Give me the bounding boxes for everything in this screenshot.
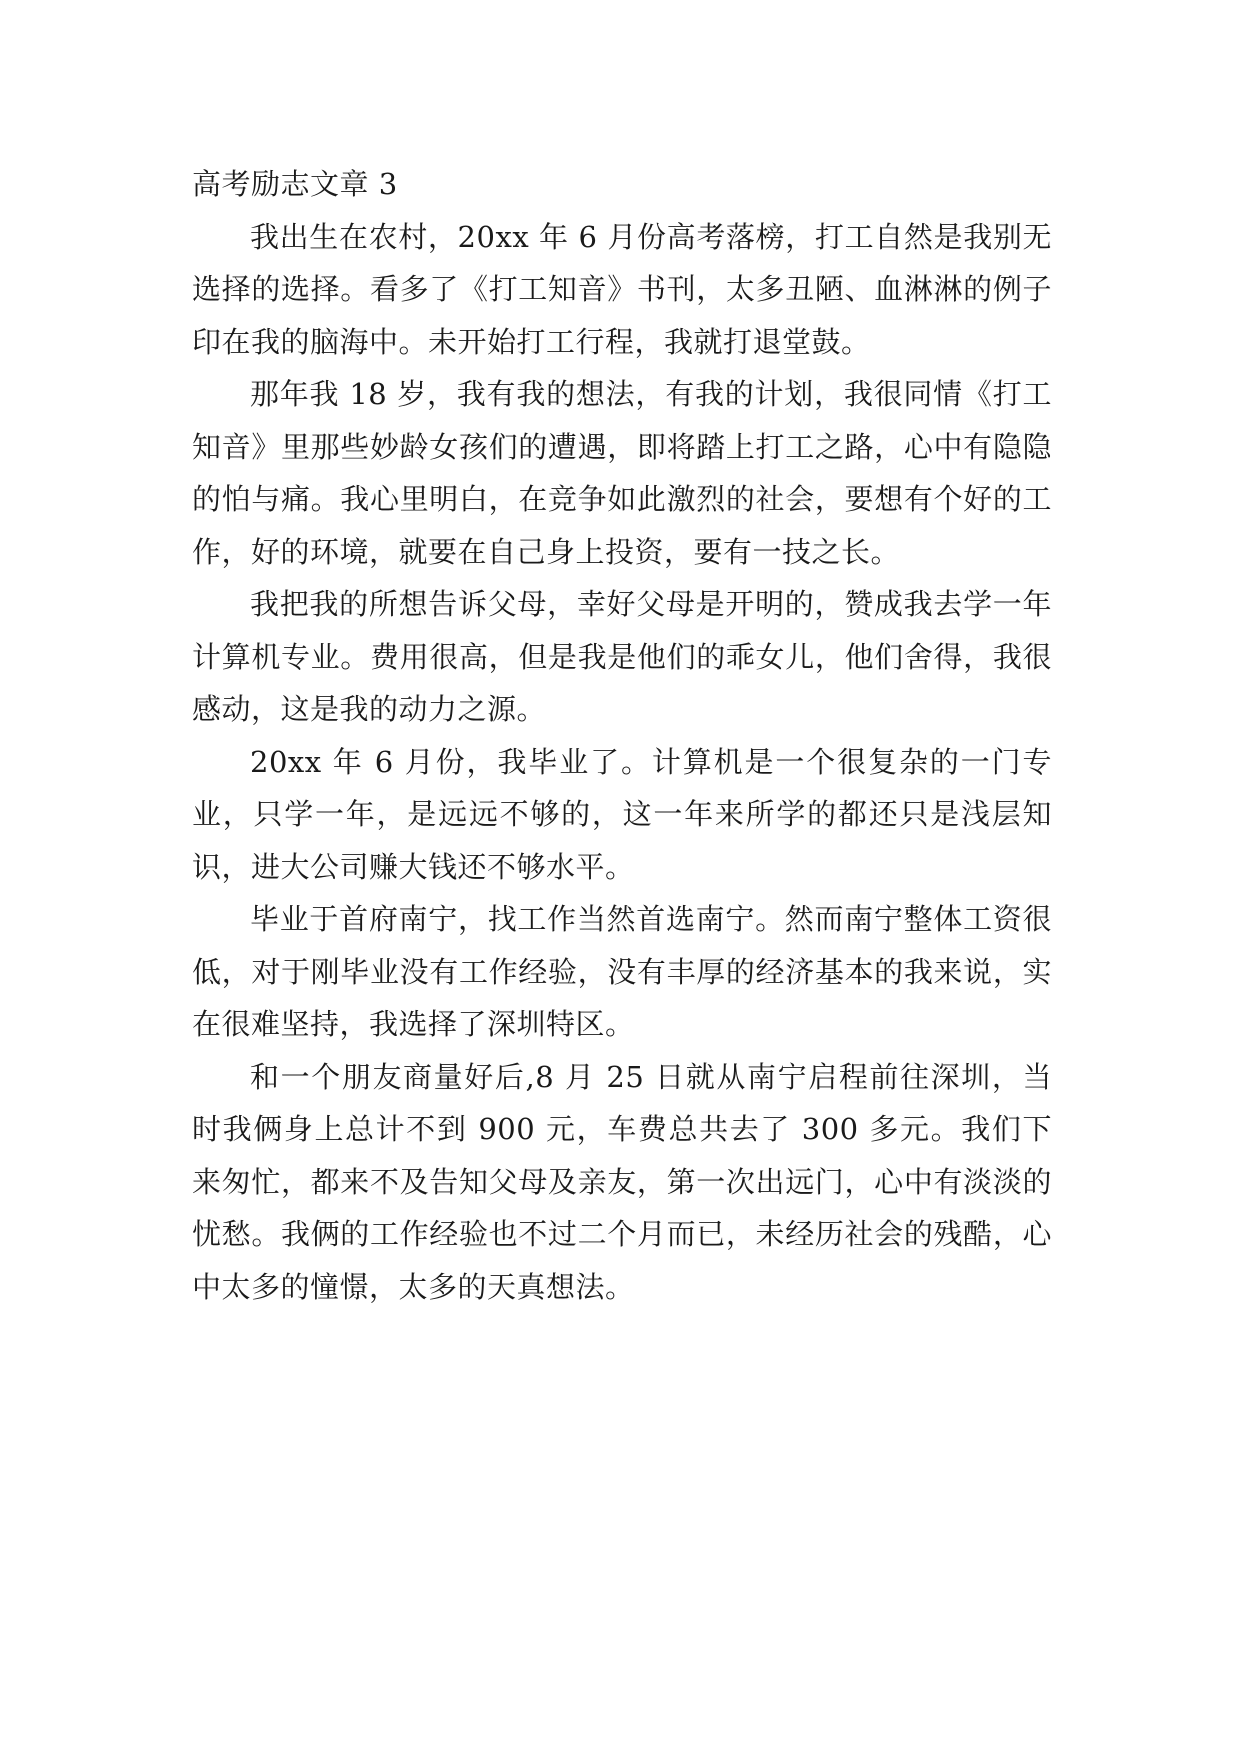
paragraph-6: 和一个朋友商量好后,8 月 25 日就从南宁启程前往深圳，当时我俩身上总计不到 900 元，车费总共去了 300 多元。我们下来匆忙，都来不及告知父母及亲友，第一次出远门，心中有淡淡的忧愁。我俩的工作经验也不过二个月而已，未经历社会的残酷，心中太多的憧憬，太多的天真想法。 [192,1059,1052,1304]
paragraph-4: 20xx 年 6 月份，我毕业了。计算机是一个很复杂的一门专业，只学一年，是远远不够的，这一年来所学的都还只是浅层知识，进大公司赚大钱还不够水平。 [192,744,1052,884]
paragraph-2: 那年我 18 岁，我有我的想法，有我的计划，我很同情《打工知音》里那些妙龄女孩们的遭遇，即将踏上打工之路，心中有隐隐的怕与痛。我心里明白，在竞争如此激烈的社会，要想有个好的工作，好的环境，就要在自己身上投资，要有一技之长。 [192,377,1052,569]
document-title: 高考励志文章 3 [192,167,398,201]
paragraph-1: 我出生在农村，20xx 年 6 月份高考落榜，打工自然是我别无选择的选择。看多了《打工知音》书刊，太多丑陋、血淋淋的例子印在我的脑海中。未开始打工行程，我就打退堂鼓。 [192,219,1052,359]
document-body [192,158,1052,1313]
paragraph-3: 我把我的所想告诉父母，幸好父母是开明的，赞成我去学一年计算机专业。费用很高，但是我是他们的乖女儿，他们舍得，我很感动，这是我的动力之源。 [192,587,1052,726]
paragraph-5: 毕业于首府南宁，找工作当然首选南宁。然而南宁整体工资很低，对于刚毕业没有工作经验，没有丰厚的经济基本的我来说，实在很难坚持，我选择了深圳特区。 [192,902,1052,1041]
